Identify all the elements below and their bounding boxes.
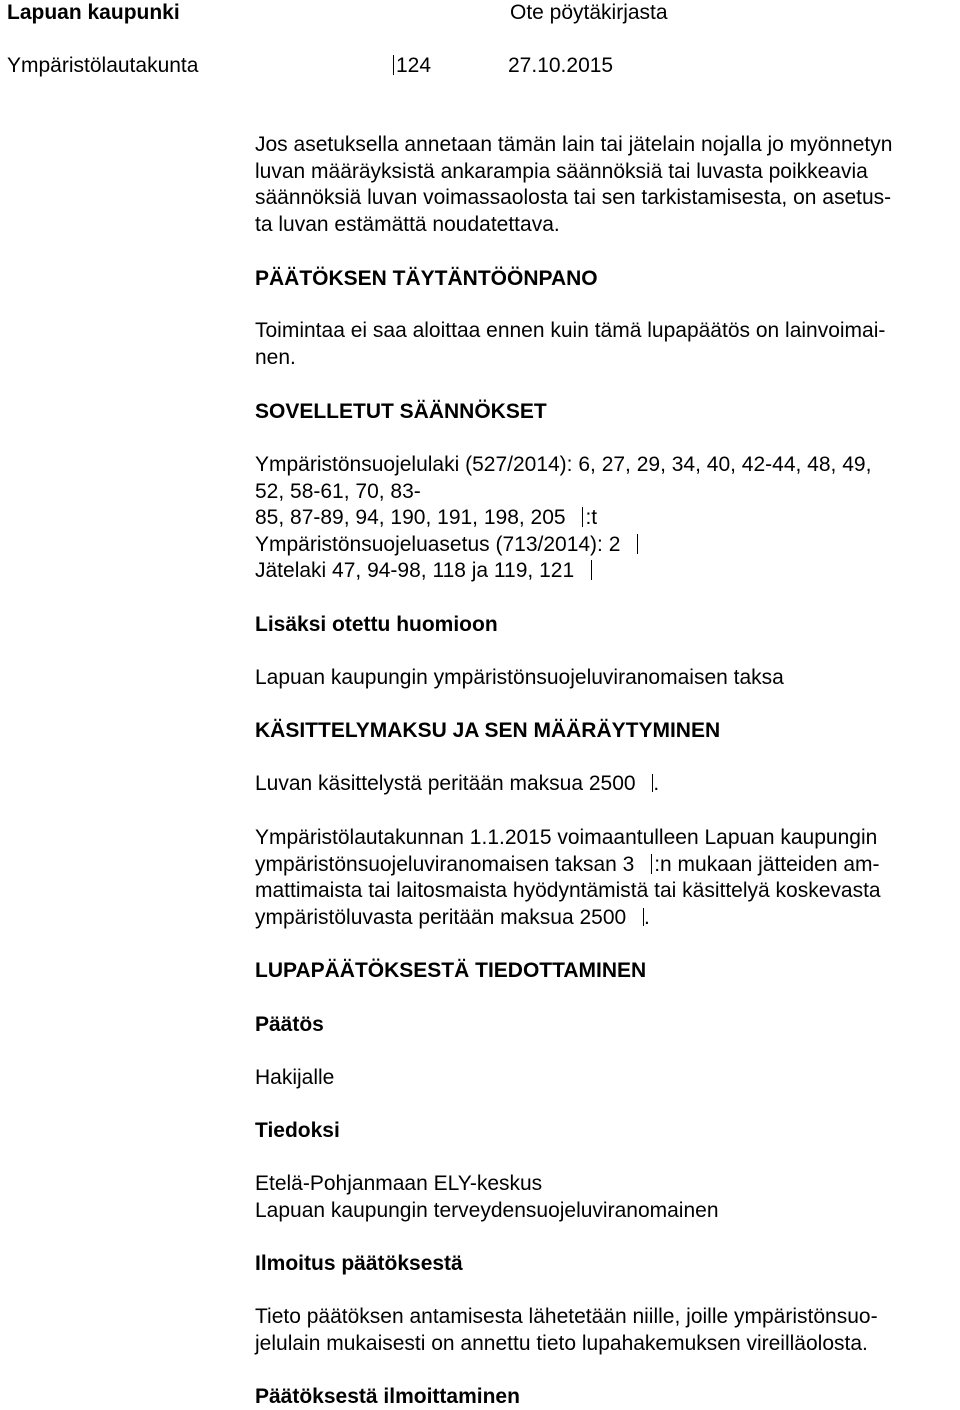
notice-heading: Ilmoitus päätöksestä	[255, 1252, 463, 1275]
text-line: Ympäristölautakunnan 1.1.2015 voimaantulleen Lapuan kaupungin	[255, 826, 878, 849]
section-sign-icon	[628, 534, 638, 554]
announce-heading: Päätöksestä ilmoittaminen	[255, 1385, 520, 1408]
list-item: Etelä-Pohjanmaan ELY-keskus	[255, 1172, 543, 1195]
fee-heading: KÄSITTELYMAKSU JA SEN MÄÄRÄYTYMINEN	[255, 719, 721, 742]
section-sign-icon	[582, 560, 592, 580]
info-recipients	[255, 1171, 719, 1224]
notification-heading: LUPAPÄÄTÖKSESTÄ TIEDOTTAMINEN	[255, 959, 647, 982]
section-sign-icon	[642, 854, 652, 874]
decision-heading: Päätös	[255, 1013, 324, 1036]
text-line: nen.	[255, 345, 296, 369]
document-type: Ote pöytäkirjasta	[510, 1, 668, 24]
text-line: Ympäristönsuojelulaki (527/2014): 6, 27, 29, 34, 40, 42-44, 48, 49,	[255, 453, 872, 476]
text-line: ympäristöluvasta peritään maksua 2500 .	[255, 905, 650, 929]
euro-icon	[633, 908, 644, 926]
enforcement-heading: PÄÄTÖKSEN TÄYTÄNTÖÖNPANO	[255, 267, 598, 290]
text-line: Toimintaa ei saa aloittaa ennen kuin tämä lupapäätös on lainvoimai-	[255, 319, 886, 342]
additional-heading: Lisäksi otettu huomioon	[255, 613, 498, 636]
text-line: säännöksiä luvan voimassaolosta tai sen tarkistamisesta, on asetus-	[255, 186, 892, 209]
text-line: ta luvan estämättä noudatettava.	[255, 212, 560, 236]
decision-recipient: Hakijalle	[255, 1066, 335, 1089]
info-heading: Tiedoksi	[255, 1119, 340, 1142]
text-line: Jos asetuksella annetaan tämän lain tai jätelain nojalla jo myönnetyn	[255, 133, 893, 156]
enforcement-text	[255, 318, 885, 371]
section-sign-icon	[573, 507, 583, 527]
text-line: mattimaista tai laitosmaista hyödyntämistä tai käsittelyä koskevasta	[255, 879, 881, 902]
applied-rules-heading: SOVELLETUT SÄÄNNÖKSET	[255, 400, 547, 423]
board-name: Ympäristölautakunta	[7, 54, 199, 77]
text-line: jelulain mukaisesti on annettu tieto lupahakemuksen vireilläolosta.	[255, 1331, 868, 1355]
section-number: 124	[382, 53, 431, 79]
intro-paragraph	[255, 132, 892, 238]
text-line: ympäristönsuojeluviranomaisen taksan 3 :n mukaan jätteiden am-	[255, 852, 880, 876]
text-line: Tieto päätöksen antamisesta lähetetään niille, joille ympäristönsuo-	[255, 1305, 878, 1328]
notice-text	[255, 1304, 878, 1357]
text-line: Jätelaki 47, 94-98, 118 ja 119, 121	[255, 558, 871, 585]
additional-text: Lapuan kaupungin ympäristönsuojeluviranomaisen taksa	[255, 666, 784, 689]
euro-icon	[642, 774, 653, 792]
section-sign-icon	[384, 55, 394, 75]
text-line: 52, 58-61, 70, 83-	[255, 479, 421, 503]
applied-rules-list	[255, 452, 871, 585]
municipality-name: Lapuan kaupunki	[7, 1, 180, 24]
text-line: Ympäristönsuojeluasetus (713/2014): 2	[255, 532, 871, 559]
text-line: 85, 87-89, 94, 190, 191, 198, 205 :t	[255, 506, 598, 529]
meeting-date: 27.10.2015	[508, 54, 614, 77]
text-line: luvan määräyksistä ankarampia säännöksiä tai luvasta poikkeavia	[255, 159, 868, 183]
fee-amount-line: Luvan käsittelystä peritään maksua 2500 .	[255, 772, 660, 795]
list-item: Lapuan kaupungin terveydensuojeluviranomainen	[255, 1198, 719, 1222]
fee-basis-paragraph	[255, 825, 881, 931]
